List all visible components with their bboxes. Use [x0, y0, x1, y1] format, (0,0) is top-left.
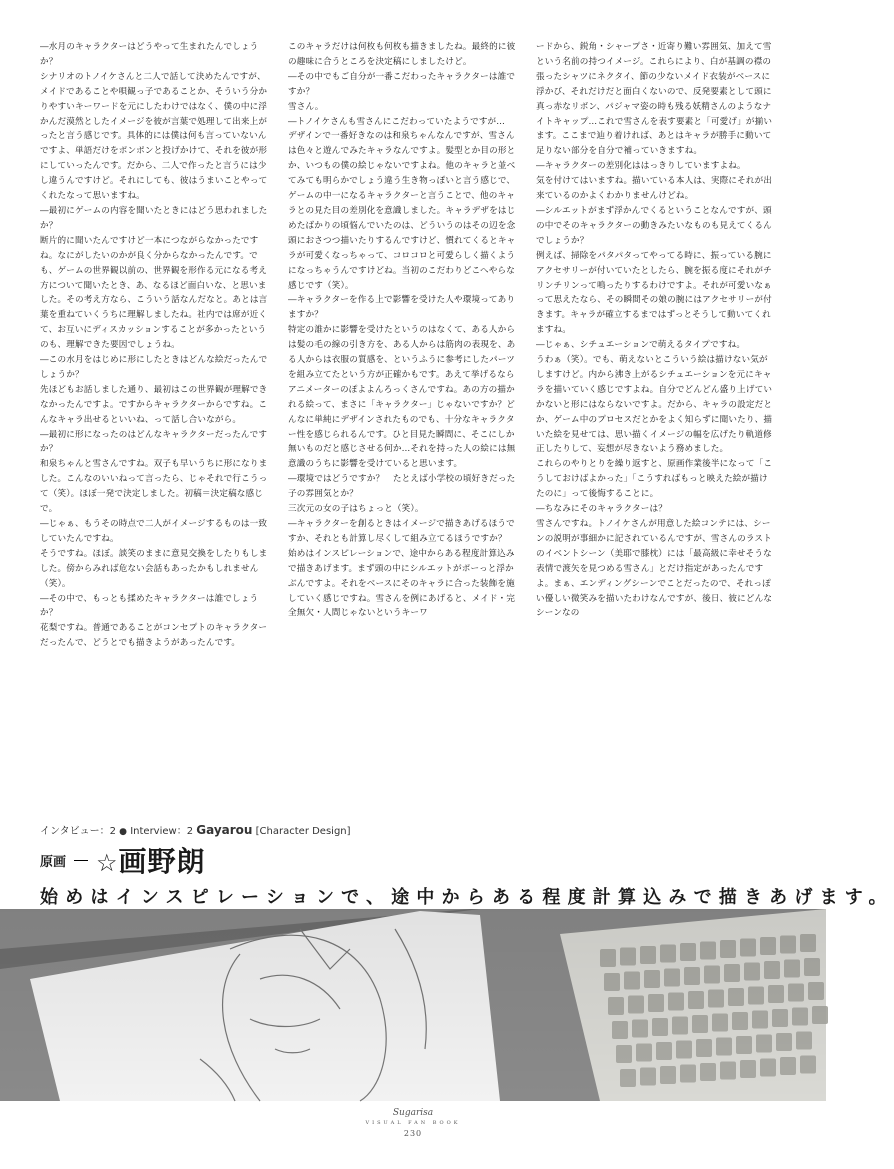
paragraph: 始めはインスピレーションで、途中からある程度計算込みで描きあげます。まず頭の中にシルエットがポーっと浮かぶんですよ。それをベースにそのキャラに合った装飾を施していく感じですね。雪さんを例にあげると、メイド・完全無欠・人間じゃないというキーワ: [288, 548, 516, 619]
column-3: [536, 40, 776, 735]
paragraph: 例えば、掃除をパタパタってやってる時に、振っている腕にアクセサリーが付いていたとしたら、腕を振る度にそれがチリンチリンって鳴ったりするわけですよ。それが可愛いなぁって思えたなら、その瞬間その娘の腕にはアクセサリーが付きます。キャラが確立するまではずっとそうして動いてくれますね。: [536, 250, 772, 336]
desk-photo-illustration: [0, 909, 826, 1101]
paragraph: うわぁ（笑）。でも、萌えないとこういう絵は描けない気がしますけど。内から沸き上がるシチュエーションを元にキャラを描いていく感じですよね。自分でどんどん盛り上げていかないと形にはならないですよ。だから、キャラの設定だとか、ゲーム中のプロセスだとかをよく知らずに聞いたり、描いた絵を見せては、思い描くイメージの幅を広げたり軌道修正したりして、妄想が尽きないよう務めました。: [536, 355, 773, 455]
paragraph: このキャラだけは何枚も何枚も描きましたね。最終的に彼の趣味に合うところを決定稿にしましたけど。: [288, 42, 516, 67]
paragraph: ―じゃぁ、もうその時点で二人がイメージするものは一致していたんですね。: [40, 519, 268, 544]
paragraph: 断片的に聞いたんですけど一本につながらなかったですね。なにがしたいのかが良く分からなかったんです。でも、ゲームの世界観以前の、世界観を形作る元になる考え方について聞いたとき、あ、なるほど面白いな、と思いました。その考え方なら、こういう話なんだなと。あとは言葉を重ねていくうちに理解しましたね。社内では席が近くて、お互いにディスカッションすることが多かったというのも、理解できた要因でしょうね。: [40, 235, 268, 351]
footer-subtitle: VISUAL FAN BOOK: [365, 1120, 461, 1126]
paragraph: 三次元の女の子はちょっと（笑）。: [288, 504, 424, 515]
pull-quote: 始めはインスピレーションで、途中からある程度計算込みで描きあげます。: [40, 887, 894, 908]
interview-label: Interview：2: [130, 826, 194, 837]
title-dash: [74, 860, 88, 861]
column-2: [288, 40, 518, 735]
paragraph: そうですね。ほぼ。談笑のままに意見交換をしたりもしました。傍からみれば危ない会話もあったかもしれません（笑）。: [40, 548, 268, 589]
paragraph: これらのやりとりを繰り返すと、原画作業後半になって「こうしておけばよかった」「こうすればもっと映えた絵が描けたのに」って後悔することに。: [536, 459, 773, 500]
desk-photo: [0, 909, 826, 1101]
paragraph: 特定の誰かに影響を受けたというのはなくて、ある人からは髪の毛の線の引き方を、ある人からは筋肉の表現を、ある人からは衣服の質感を、というふうに参考にしたパーツを組み立てたという方が正確かもです。あえて挙げるならアニメーターのぽよよんろっくさんですね。あの方の描かれる絵って、まさに「キャラクター」じゃないですか？どんなに単純にデザインされたものでも、十分なキャラクター性を感じられるんです。ひと目見た瞬間に、そこにしか無いものだと感じさせる何か…それを持った人の絵には無意識のうちに影響を受けていると思います。: [288, 325, 516, 470]
paragraph: ―その中でもご自分が一番こだわったキャラクターは誰ですか？: [288, 71, 516, 97]
interview-header: [40, 822, 351, 837]
paragraph: ―ちなみにそのキャラクターは？: [536, 504, 667, 515]
paragraph: ―最初にゲームの内容を聞いたときにはどう思われましたか？: [40, 205, 268, 231]
paragraph: デザインで一番好きなのは和泉ちゃんなんですが、雪さんは色々と遊んでみたキャラなんですよ。髪型とか目の形とか、いつもの僕の絵じゃないですよね。他のキャラと並べてみても明らかでしょう違う生き物っぽいと言う感じで、ゲームの中一になるキャラクターと言うことで、他のキャラとの見た目の差別化を意識しました。キャラデザをはじめたばかりの頃悩んでいたのは、どういうのはその辺を念頭におさつつ描いたりするんですけど、慣れてくるとキャラが可愛くなっちゃって、コロコロと可愛らしく描くようになっちゃうんですけどね。当初のこだわりどこへやらな感じです（笑）。: [288, 131, 516, 291]
footer-logo: Sugarisa: [392, 1108, 434, 1118]
article-body: [40, 40, 796, 735]
interviewee-role-en: [Character Design]: [255, 826, 351, 837]
paragraph: ―環境ではどうですか？ たとえば小学校の頃好きだった子の雰囲気とか？: [288, 474, 516, 500]
paragraph: シナリオのトノイケさんと二人で話して決めたんですが、メイドであることや唄観っ子であることか、そういう分かりやすいキーワードを元にしたわけではなく、僕の中に浮かんだ漠然としたイメージを彼が言葉で処理して出来上がったと言う感じです。具体的には僕は何も言っていないんですよ、単語だけをポンポンと投げかけて、それを彼が形にしていったんです。だから、二人で作ったと言うには少し違うんですけど。それにしても、彼はうまいことやってくれたなって思いますね。: [40, 71, 268, 202]
paragraph: ―最初に形になったのはどんなキャラクターだったんですか？: [40, 429, 268, 455]
paragraph: ―水月のキャラクターはどうやって生まれたんでしょうか？: [40, 42, 259, 67]
paragraph: ードから、鋭角・シャープさ・近寄り難い雰囲気、加えて雪という名前の持つイメージ。これらにより、白が基調の襟の張ったシャツにネクタイ、節の少ないメイド衣装がベースに浮かび、それだけだと面白くないので、反発要素として頭に真っ赤なリボン、パジャマ姿の時も残る妖精さんのようなナイトキャップ…これで雪さんを表す要素と「可愛げ」が揃います。ここまで辿り着ければ、あとはキャラが勝手に動いて足りない部分を自分で補っていきますね。: [536, 42, 773, 157]
paragraph: ―キャラクターを作る上で影響を受けた人や環境ってありますか？: [288, 295, 516, 321]
paragraph: ―トノイケさんも雪さんにこだわっていたようですが…: [288, 116, 506, 127]
interviewee-title: [40, 840, 206, 880]
star-icon: ☆: [96, 849, 119, 877]
paragraph: ―この水月をはじめに形にしたときはどんな絵だったんでしょうか？: [40, 355, 268, 380]
paragraph: ―じゃぁ、シチュエーションで萌えるタイプですね。: [536, 340, 746, 351]
paragraph: 先ほどもお話しました通り、最初はこの世界観が理解できなかったんですよ。ですからキャラクターからですね。こんなキャラ出せるといいね、って話し合いながら。: [40, 384, 268, 425]
paragraph: ―キャラクターを創るときはイメージで描きあげるほうですか、それとも計算し尽くして組み立てるほうですか？: [288, 519, 515, 544]
paragraph: ―キャラクターの差別化ははっきりしていますよね。: [536, 161, 746, 172]
paragraph: 和泉ちゃんと雪さんですね。双子も早いうちに形になりました。こんなのいいねって言ったら、じゃそれで行こうって（笑）。ほぼ一発で決定しました。初稿＝決定稿な感じで。: [40, 459, 268, 515]
page-footer: [0, 1108, 826, 1138]
paragraph: ―シルエットがまず浮かんでくるということなんですが、頭の中でそのキャラクターの動きみたいなものも見えてくるんでしょうか？: [536, 205, 772, 246]
interviewee-name-en: Gayarou: [196, 823, 253, 837]
interviewee-name: [96, 840, 206, 880]
interviewee-name-text: 画野朗: [118, 845, 206, 878]
column-1: [40, 40, 270, 735]
role-label: 原画: [40, 854, 67, 870]
bullet-icon: ●: [119, 827, 128, 837]
interview-prefix: インタビュー：2: [40, 826, 116, 837]
page-number: 230: [403, 1129, 423, 1138]
paragraph: 雪さんですね。トノイケさんが用意した絵コンテには、シーンの説明が事細かに記されているんですが、雪さんのラストのイベントシーン（美耶で膝枕）には「最高級に幸せそうな表情で渡矢を見つめる雪さん」とだけ指定があったんですよ。まぁ、エンディングシーンでことだったので、それっぽい優しい微笑みを描いたわけなんですが、後日、彼にどんなシーンなの: [536, 519, 773, 619]
paragraph: 花梨ですね。普通であることがコンセプトのキャラクターだったんで、どうとでも描きようがあったんです。: [40, 623, 268, 649]
paragraph: 雪さん。: [288, 101, 324, 112]
paragraph: ―その中で、もっとも揉めたキャラクターは誰でしょうか？: [40, 593, 259, 619]
paragraph: 気を付けてはいますね。描いている本人は、実際にそれが出来ているのかよくわかりませんけどね。: [536, 176, 773, 202]
